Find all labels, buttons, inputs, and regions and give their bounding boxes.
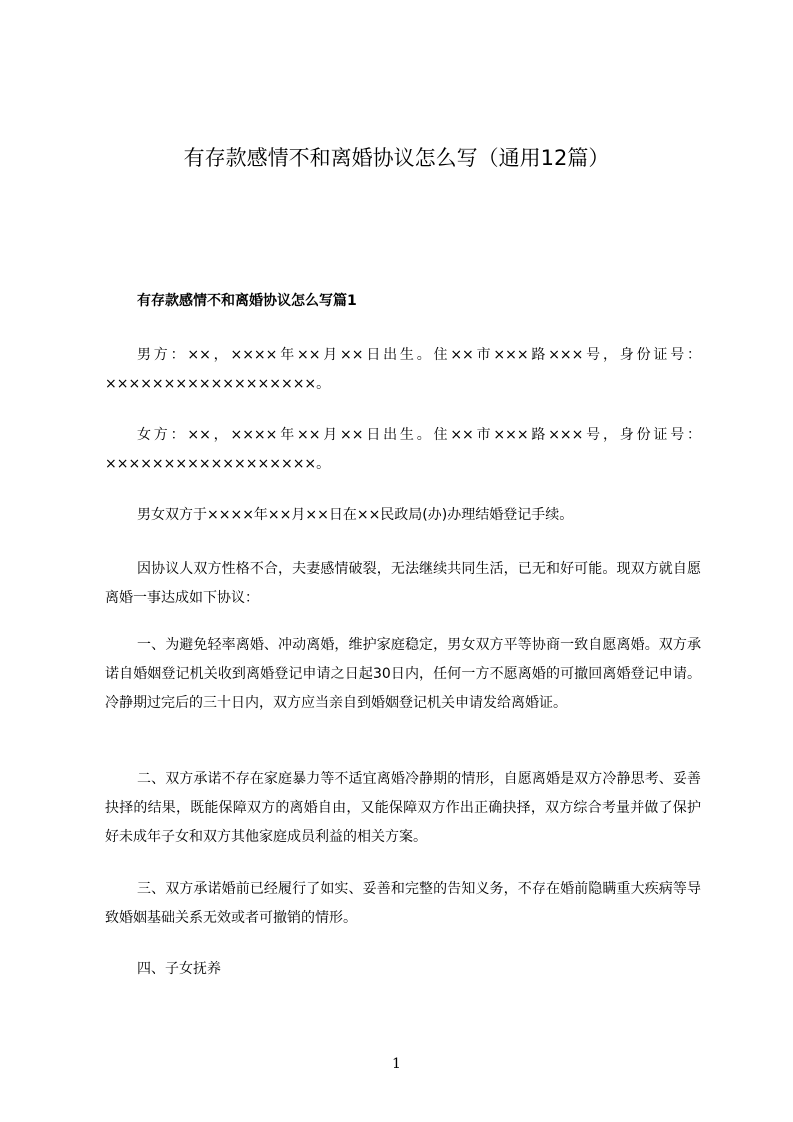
- section-heading: 有存款感情不和离婚协议怎么写篇1: [137, 293, 357, 309]
- paragraph-wife-info: 女方：××，××××年××月××日出生。住××市×××路×××号，身份证号：××××××××××××××××××。: [105, 427, 701, 472]
- paragraph-clause-three: 三、双方承诺婚前已经履行了如实、妥善和完整的告知义务，不存在婚前隐瞒重大疾病等导致婚姻基础关系无效或者可撤销的情形。: [105, 881, 701, 926]
- paragraph-clause-four-heading: 四、子女抚养: [137, 961, 221, 977]
- paragraph-divorce-reason: 因协议人双方性格不合，夫妻感情破裂，无法继续共同生活，已无和好可能。现双方就自愿离婚一事达成如下协议：: [105, 561, 701, 606]
- paragraph-husband-info: 男方：××，××××年××月××日出生。住××市×××路×××号，身份证号：××××××××××××××××××。: [105, 347, 701, 392]
- paragraph-clause-two: 二、双方承诺不存在家庭暴力等不适宜离婚冷静期的情形，自愿离婚是双方冷静思考、妥善抉择的结果，既能保障双方的离婚自由，又能保障双方作出正确抉择，双方综合考量并做了保护好未成年子女和双方其他家庭成员利益的相关方案。: [105, 771, 701, 845]
- paragraph-clause-one: 一、为避免轻率离婚、冲动离婚，维护家庭稳定，男女双方平等协商一致自愿离婚。双方承诺自婚姻登记机关收到离婚登记申请之日起30日内，任何一方不愿离婚的可撤回离婚登记申请。冷静期过完后的三十日内，双方应当亲自到婚姻登记机关申请发给离婚证。: [105, 637, 701, 711]
- paragraph-marriage-registration: 男女双方于××××年××月××日在××民政局(办)办理结婚登记手续。: [137, 507, 574, 523]
- page-number: 1: [392, 1056, 401, 1072]
- document-title: 有存款感情不和离婚协议怎么写（通用12篇）: [183, 146, 610, 170]
